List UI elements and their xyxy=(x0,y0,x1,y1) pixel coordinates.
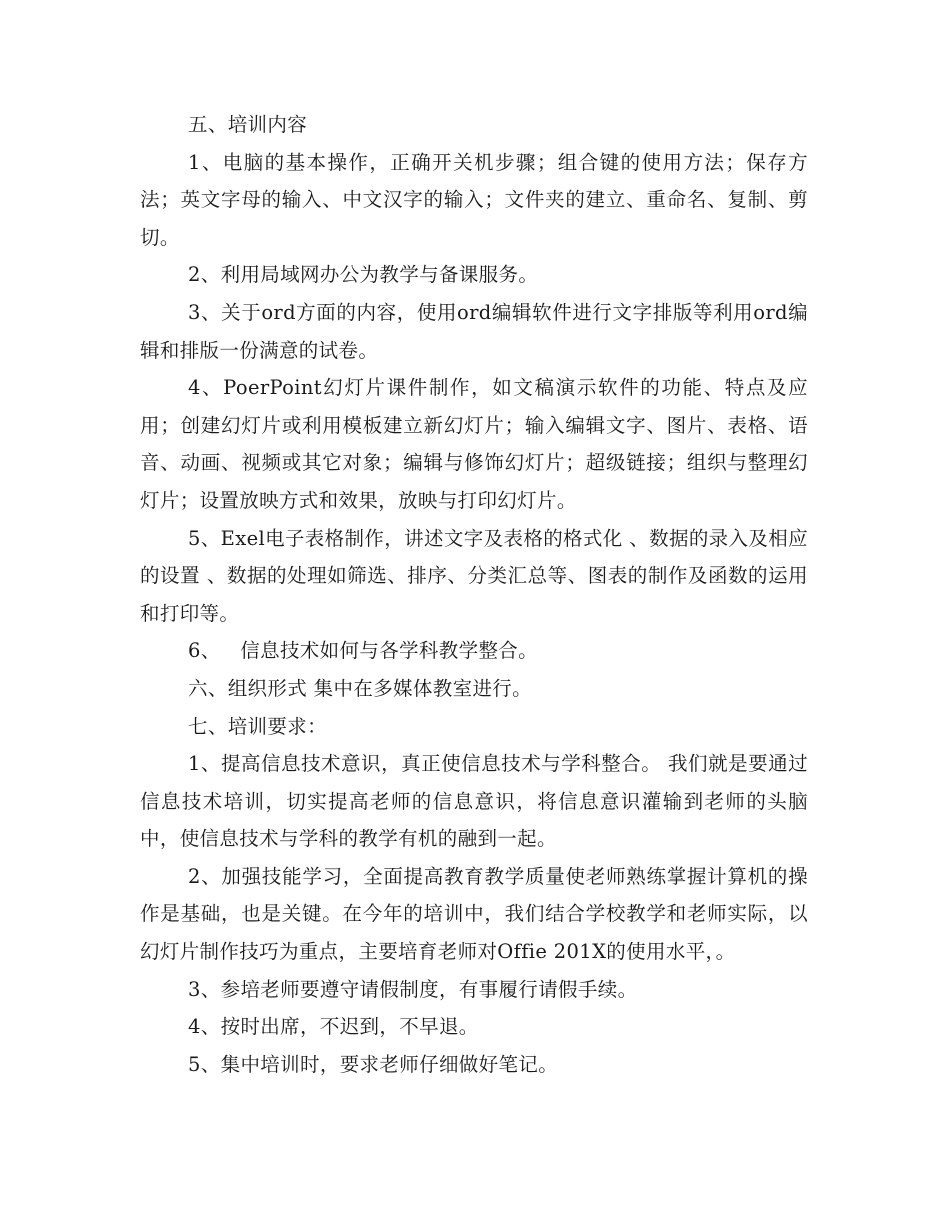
list-item-powerpoint: 4、PoerPoint幻灯片课件制作，如文稿演示软件的功能、特点及应用；创建幻灯片或利用模板建立新幻灯片；输入编辑文字、图片、表格、语音、动画、视频或其它对象；编辑与修饰幻灯片；超级链接；组织与整理幻灯片；设置放映方式和效果，放映与打印幻灯片。 xyxy=(140,376,808,512)
requirement-item-leave: 3、参培老师要遵守请假制度，有事履行请假手续。 xyxy=(188,977,638,1001)
list-item-lan-office: 2、利用局域网办公为教学与备课服务。 xyxy=(188,263,539,287)
section-heading-organization: 六、组织形式 集中在多媒体教室进行。 xyxy=(188,676,532,700)
section-heading-training-content: 五、培训内容 xyxy=(188,113,308,136)
requirement-item-notes: 5、集中培训时，要求老师仔细做好笔记。 xyxy=(188,1052,559,1076)
document-page xyxy=(140,106,808,1083)
requirement-item-attendance: 4、按时出席，不迟到，不早退。 xyxy=(188,1015,479,1039)
list-item-integration: 6、 信息技术如何与各学科教学整合。 xyxy=(188,639,539,663)
list-item-excel: 5、Exel电子表格制作，讲述文字及表格的格式化 、数据的录入及相应的设置 、数据的处理如筛选、排序、分类汇总等、图表的制作及函数的运用和打印等。 xyxy=(140,526,808,625)
requirement-item-skills: 2、加强技能学习，全面提高教育教学质量使老师熟练掌握计算机的操作是基础，也是关键。在今年的培训中，我们结合学校教学和老师实际，以幻灯片制作技巧为重点，主要培育老师对Offie 201X的使用水平，。 xyxy=(140,864,808,964)
list-item-basic-operations: 1、电脑的基本操作，正确开关机步骤；组合键的使用方法；保存方法；英文字母的输入、中文汉字的输入；文件夹的建立、重命名、复制、剪切。 xyxy=(140,150,808,249)
section-heading-requirements: 七、培训要求： xyxy=(188,714,327,738)
requirement-item-awareness: 1、提高信息技术意识，真正使信息技术与学科整合。 我们就是要通过信息技术培训，切实提高老师的信息意识，将信息意识灌输到老师的头脑中，使信息技术与学科的教学有机的融到一起。 xyxy=(140,752,808,851)
list-item-word-editing: 3、关于ord方面的内容，使用ord编辑软件进行文字排版等利用ord编辑和排版一份满意的试卷。 xyxy=(140,300,808,362)
